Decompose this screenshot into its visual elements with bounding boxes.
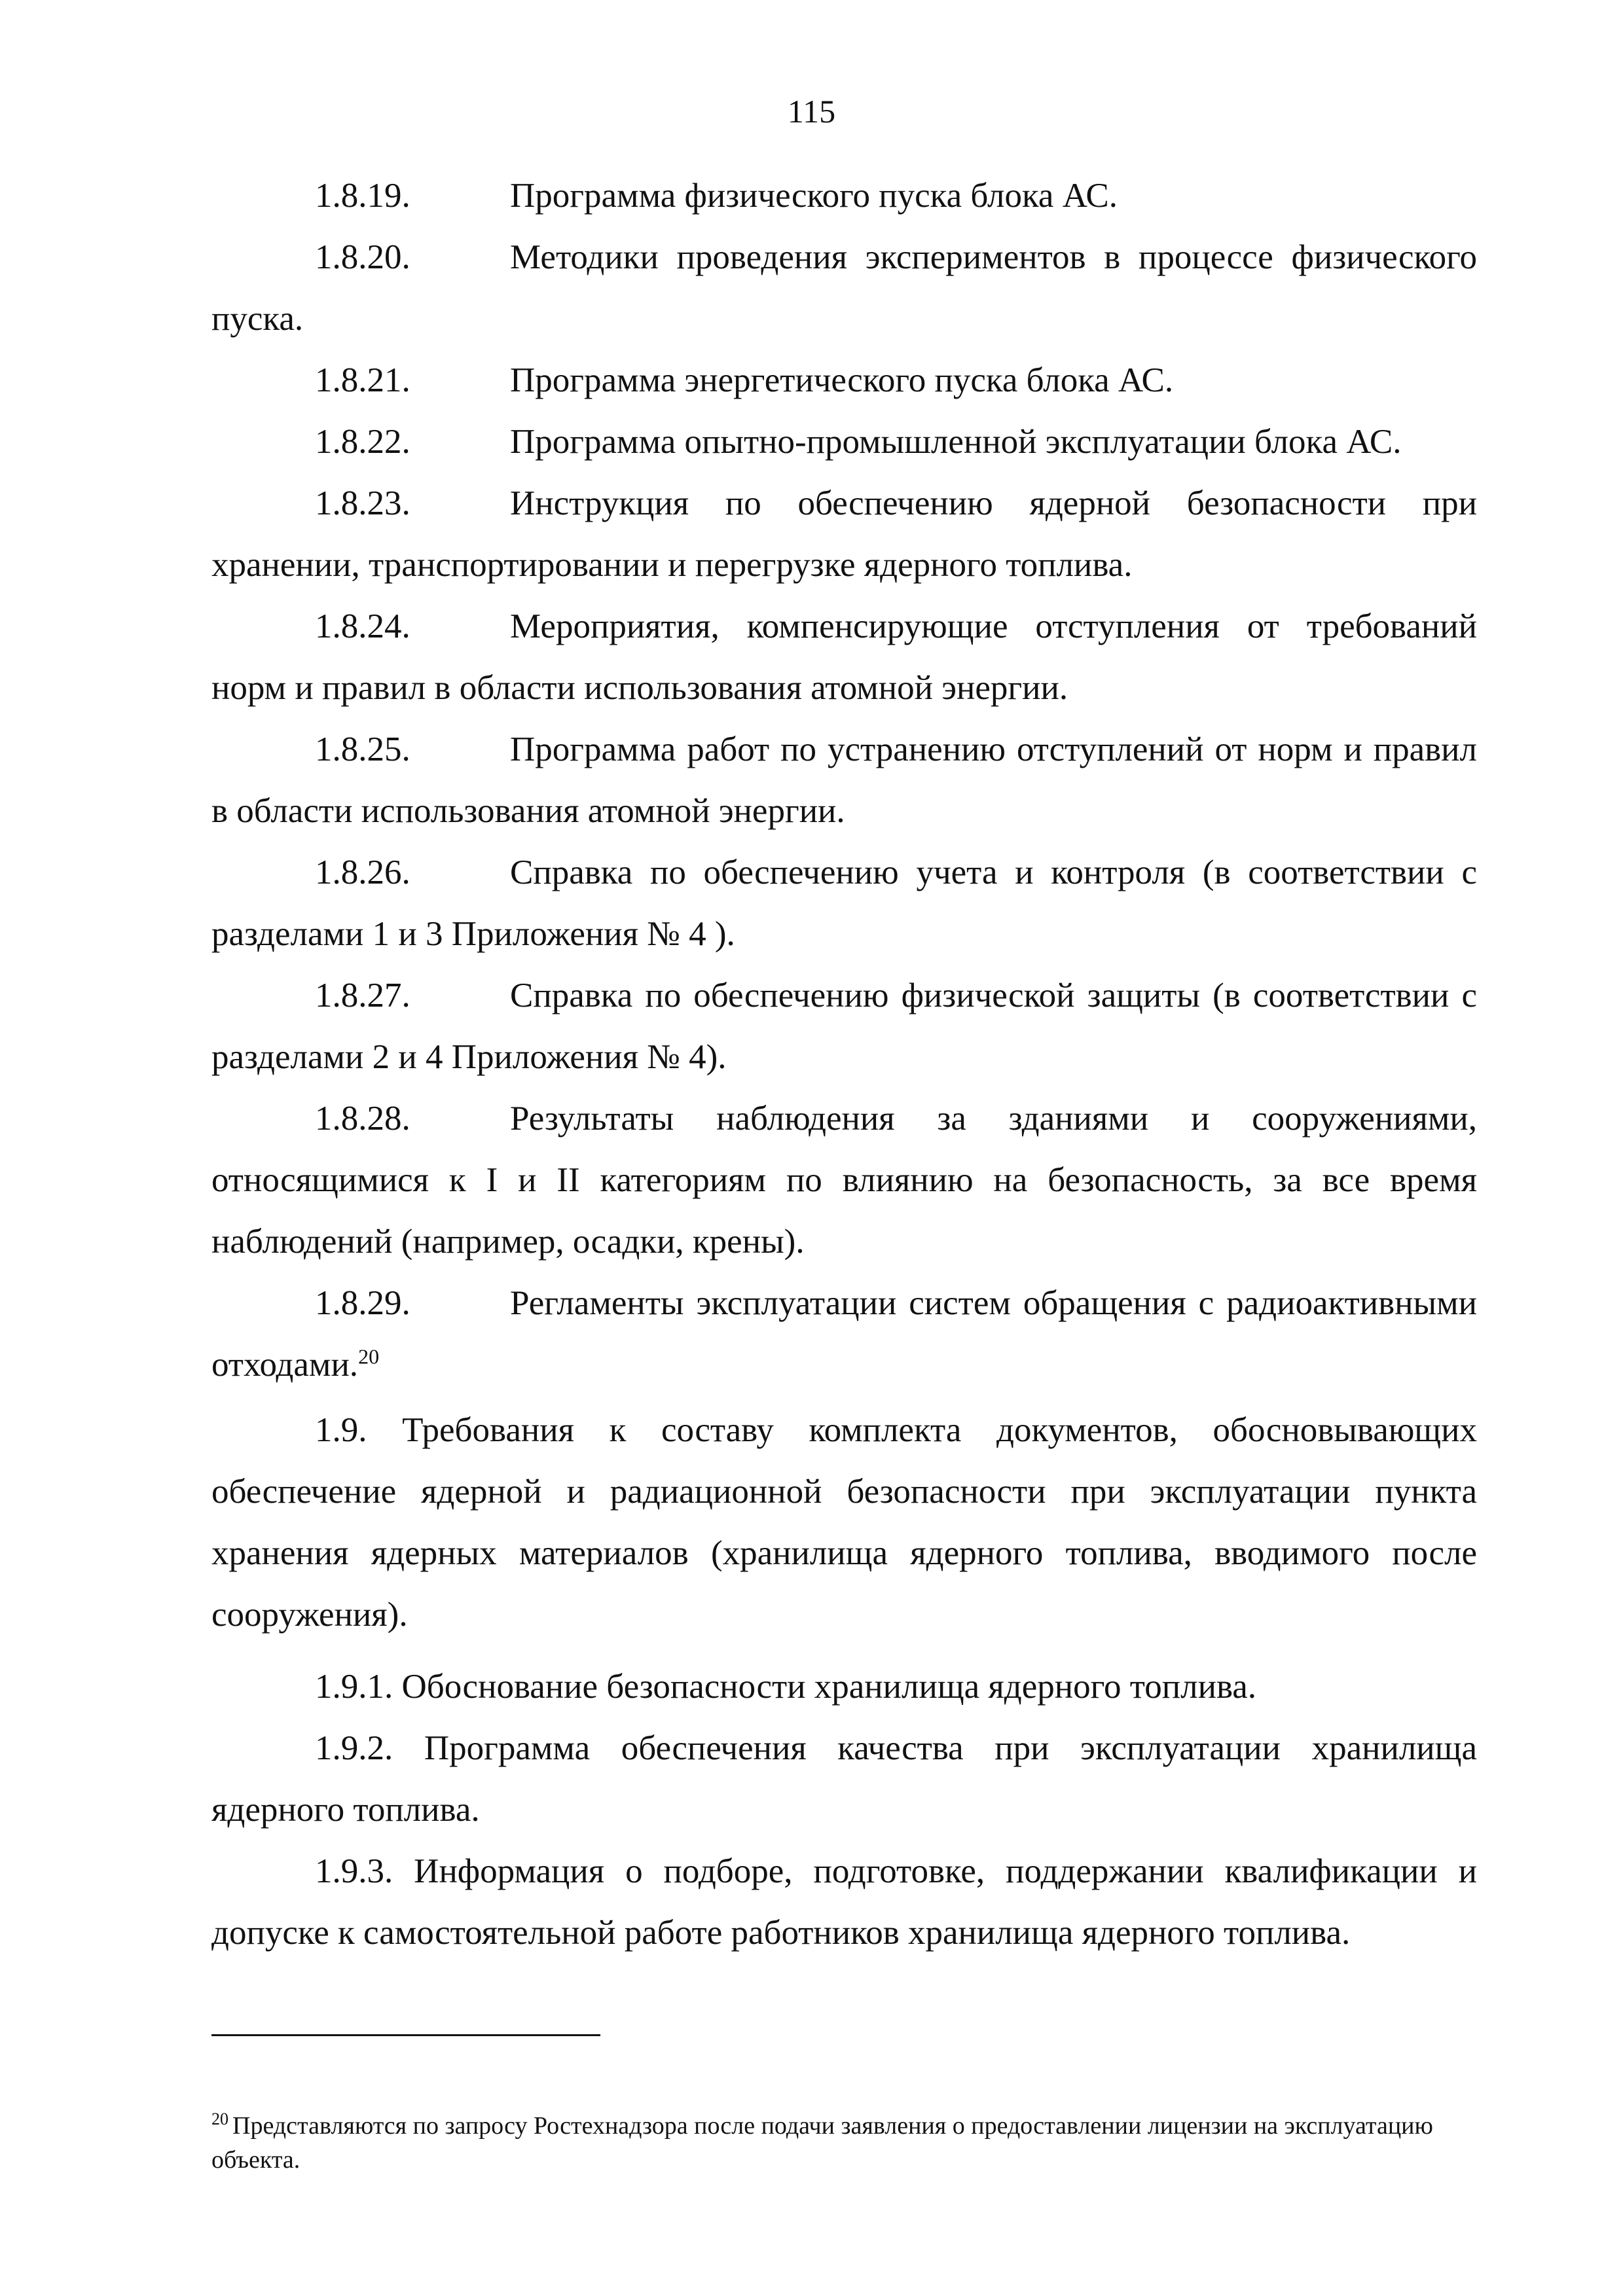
item-text: Справка по обеспечению физической защиты (в соответствии с разделами 2 и 4 Приложения № 4). [211, 977, 1477, 1076]
list-item-1-8-27 [211, 965, 1477, 1088]
item-number: 1.8.20. [315, 238, 410, 276]
item-number: 1.8.21. [315, 361, 410, 399]
item-text: Справка по обеспечению учета и контроля (в соответствии с разделами 1 и 3 Приложения № 4 ). [211, 853, 1477, 953]
item-text: Программа энергетического пуска блока АС. [510, 361, 1174, 399]
list-item-1-8-21 [211, 350, 1477, 411]
item-number: 1.8.28. [315, 1100, 410, 1138]
item-number: 1.8.23. [315, 484, 410, 522]
footnote [211, 2109, 1477, 2177]
item-number: 1.8.19. [315, 177, 410, 215]
item-number: 1.8.29. [315, 1284, 410, 1322]
item-text: Методики проведения экспериментов в процессе физического пуска. [211, 238, 1477, 338]
list-item-1-8-25 [211, 719, 1477, 842]
item-text: Регламенты эксплуатации систем обращения с радиоактивными отходами. [211, 1284, 1477, 1384]
footnote-reference: 20 [358, 1344, 380, 1369]
item-text: Программа опытно-промышленной эксплуатации блока АС. [510, 423, 1402, 461]
section-1-9-heading: 1.9. Требования к составу комплекта документов, обосновывающих обеспечение ядерной и радиационной безопасности при эксплуатации пункта хранения ядерных материалов (хранилища ядерного топлива, вводимого после сооружения). [211, 1411, 1477, 1634]
page-number: 115 [787, 93, 836, 130]
item-number: 1.8.25. [315, 730, 410, 768]
list-item-1-8-23 [211, 473, 1477, 596]
list-item-1-8-19 [211, 165, 1477, 226]
item-text: Программа работ по устранению отступлений от норм и правил в области использования атомной энергии. [211, 730, 1477, 830]
item-text: Результаты наблюдения за зданиями и сооружениями, относящимися к I и II категориям по влиянию на безопасность, за все время наблюдений (например, осадки, крены). [211, 1100, 1477, 1261]
list-item-1-8-29 [211, 1272, 1477, 1395]
list-item-1-8-28 [211, 1088, 1477, 1272]
list-item-1-8-22 [211, 411, 1477, 473]
item-text: Программа физического пуска блока АС. [510, 177, 1118, 215]
list-item-1-8-20 [211, 226, 1477, 350]
item-number: 1.8.24. [315, 607, 410, 645]
item-number: 1.8.22. [315, 423, 410, 461]
item-number: 1.8.27. [315, 977, 410, 1014]
subitem-1-9-2: 1.9.2. Программа обеспечения качества при эксплуатации хранилища ядерного топлива. [211, 1729, 1477, 1829]
subitem-1-9-3: 1.9.3. Информация о подборе, подготовке, поддержании квалификации и допуске к самостоятельной работе работников хранилища ядерного топлива. [211, 1852, 1477, 1952]
item-text: Инструкция по обеспечению ядерной безопасности при хранении, транспортировании и перегрузке ядерного топлива. [211, 484, 1477, 584]
footnote-text: Представляются по запросу Ростехнадзора после подачи заявления о предоставлении лицензии на эксплуатацию объекта. [211, 2112, 1433, 2174]
item-number: 1.8.26. [315, 853, 410, 891]
list-item-1-8-24 [211, 596, 1477, 719]
subitem-1-9-1: 1.9.1. Обоснование безопасности хранилища ядерного топлива. [315, 1668, 1257, 1706]
document-body [211, 165, 1477, 1964]
list-item-1-8-26 [211, 842, 1477, 965]
footnote-divider [211, 2034, 600, 2036]
item-text: Мероприятия, компенсирующие отступления от требований норм и правил в области использования атомной энергии. [211, 607, 1477, 707]
footnote-mark: 20 [211, 2109, 228, 2129]
